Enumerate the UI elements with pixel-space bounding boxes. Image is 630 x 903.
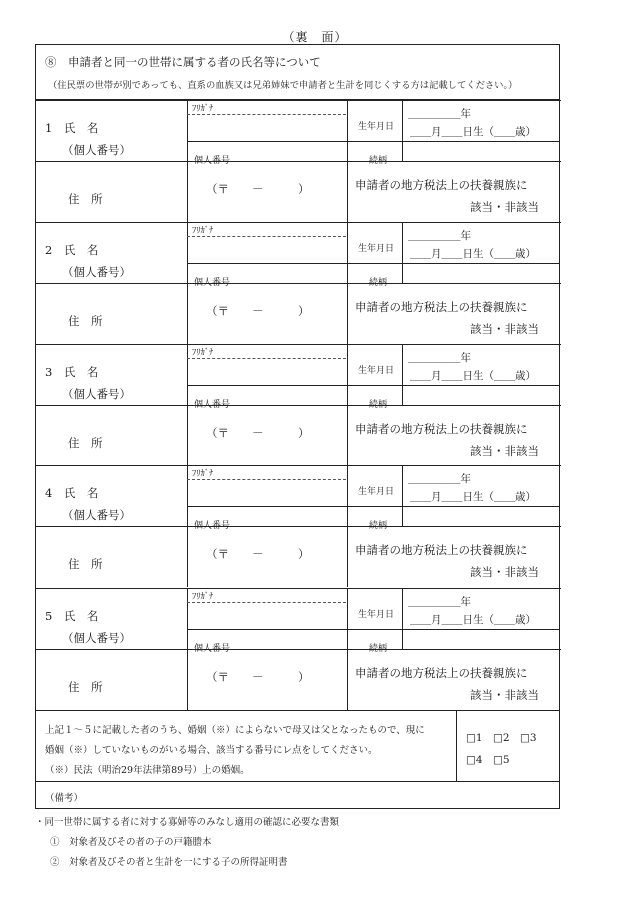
unmarried-note-line2: 婚姻（※）していないものがいる場合、該当する番号にレ点をしてください。: [45, 745, 378, 756]
dependent-question: 申請者の地方税法上の扶養親族に: [355, 543, 528, 557]
birth-year-field[interactable]: ＿＿＿＿＿年: [408, 352, 471, 364]
checkbox-3[interactable]: □3: [520, 732, 537, 744]
postal-code-field[interactable]: （〒 － ）: [206, 670, 310, 684]
household-members-form: [35, 44, 560, 809]
birth-month-day-age-field[interactable]: ＿＿月＿＿日生（＿＿歳）: [410, 126, 536, 138]
postal-code-field[interactable]: （〒 － ）: [206, 304, 310, 318]
birth-month-day-age-field[interactable]: ＿＿月＿＿日生（＿＿歳）: [410, 248, 536, 260]
checkbox-1[interactable]: □1: [466, 732, 483, 744]
person-name-label: 3 氏 名: [45, 365, 99, 379]
birth-year-field[interactable]: ＿＿＿＿＿年: [408, 108, 471, 120]
person-block-3: [36, 344, 559, 466]
relationship-label: 続柄: [369, 278, 388, 288]
dependent-question: 申請者の地方税法上の扶養親族に: [355, 422, 528, 436]
applicable-choice[interactable]: 該当・非該当: [470, 565, 539, 579]
section-header: [36, 45, 559, 100]
birth-date-label: 生年月日: [358, 122, 395, 132]
dependent-question: 申請者の地方税法上の扶養親族に: [355, 300, 528, 314]
address-label: 住 所: [68, 680, 103, 694]
birth-date-label: 生年月日: [358, 244, 395, 254]
person-name-label: 5 氏 名: [45, 609, 99, 623]
birth-year-field[interactable]: ＿＿＿＿＿年: [408, 230, 471, 242]
address-label: 住 所: [68, 192, 103, 206]
person-name-label: 2 氏 名: [45, 243, 99, 257]
applicable-choice[interactable]: 該当・非該当: [470, 322, 539, 336]
person-name-label: 4 氏 名: [45, 486, 99, 500]
marriage-definition-note: （※）民法（明治29年法律第89号）上の婚姻。: [45, 765, 250, 776]
person-block-2: [36, 222, 559, 344]
relationship-label: 続柄: [369, 644, 388, 654]
personal-number-label: 個人番号: [194, 156, 231, 166]
unmarried-note-line1: 上記１～５に記載した者のうち、婚姻（※）によらないで母又は父となったもので、現に: [45, 725, 425, 736]
address-label: 住 所: [68, 436, 103, 450]
person-block-4: [36, 465, 559, 587]
page-title: （裏 面）: [282, 30, 348, 44]
furigana-label: ﾌﾘｶﾞﾅ: [192, 348, 214, 358]
birth-month-day-age-field[interactable]: ＿＿月＿＿日生（＿＿歳）: [410, 370, 536, 382]
mynumber-label: （個人番号）: [62, 143, 131, 157]
address-label: 住 所: [68, 314, 103, 328]
checkbox-5[interactable]: □5: [493, 754, 510, 766]
relationship-label: 続柄: [369, 156, 388, 166]
remarks-row[interactable]: [36, 781, 559, 808]
dependent-question: 申請者の地方税法上の扶養親族に: [355, 178, 528, 192]
birth-year-field[interactable]: ＿＿＿＿＿年: [408, 473, 471, 485]
birth-month-day-age-field[interactable]: ＿＿月＿＿日生（＿＿歳）: [410, 614, 536, 626]
furigana-label: ﾌﾘｶﾞﾅ: [192, 104, 214, 114]
postal-code-field[interactable]: （〒 － ）: [206, 182, 310, 196]
person-name-label: 1 氏 名: [45, 121, 99, 135]
applicable-choice[interactable]: 該当・非該当: [470, 200, 539, 214]
mynumber-label: （個人番号）: [62, 631, 131, 645]
mynumber-label: （個人番号）: [62, 265, 131, 279]
dependent-question: 申請者の地方税法上の扶養親族に: [355, 666, 528, 680]
personal-number-label: 個人番号: [194, 400, 231, 410]
section-note: （住民票の世帯が別であっても、直系の血族又は兄弟姉妹で申請者と生計を同じくする方は記載してください。）: [48, 80, 518, 91]
birth-date-label: 生年月日: [358, 487, 395, 497]
furigana-label: ﾌﾘｶﾞﾅ: [192, 226, 214, 236]
birth-date-label: 生年月日: [358, 366, 395, 376]
birth-year-field[interactable]: ＿＿＿＿＿年: [408, 596, 471, 608]
mynumber-label: （個人番号）: [62, 508, 131, 522]
remarks-label: （備考）: [45, 793, 84, 804]
person-block-5: [36, 588, 559, 710]
person-block-1: [36, 100, 559, 222]
unmarried-parent-section: [36, 710, 559, 781]
checkbox-2[interactable]: □2: [493, 732, 510, 744]
relationship-label: 続柄: [369, 400, 388, 410]
applicable-choice[interactable]: 該当・非該当: [470, 444, 539, 458]
footnote-item-2: ② 対象者及びその者と生計を一にする子の所得証明書: [50, 857, 288, 868]
footnote-item-1: ① 対象者及びその者の子の戸籍謄本: [50, 837, 212, 848]
birth-month-day-age-field[interactable]: ＿＿月＿＿日生（＿＿歳）: [410, 491, 536, 503]
personal-number-label: 個人番号: [194, 278, 231, 288]
relationship-label: 続柄: [369, 521, 388, 531]
checkbox-4[interactable]: □4: [466, 754, 483, 766]
personal-number-label: 個人番号: [194, 521, 231, 531]
section-title: ⑧ 申請者と同一の世帯に属する者の氏名等について: [45, 55, 321, 69]
furigana-label: ﾌﾘｶﾞﾅ: [192, 592, 214, 602]
personal-number-label: 個人番号: [194, 644, 231, 654]
postal-code-field[interactable]: （〒 － ）: [206, 547, 310, 561]
furigana-label: ﾌﾘｶﾞﾅ: [192, 469, 214, 479]
footnote-heading: ・同一世帯に属する者に対する寡婦等のみなし適用の確認に必要な書類: [35, 817, 340, 828]
applicable-choice[interactable]: 該当・非該当: [470, 688, 539, 702]
address-label: 住 所: [68, 557, 103, 571]
postal-code-field[interactable]: （〒 － ）: [206, 426, 310, 440]
birth-date-label: 生年月日: [358, 610, 395, 620]
mynumber-label: （個人番号）: [62, 387, 131, 401]
